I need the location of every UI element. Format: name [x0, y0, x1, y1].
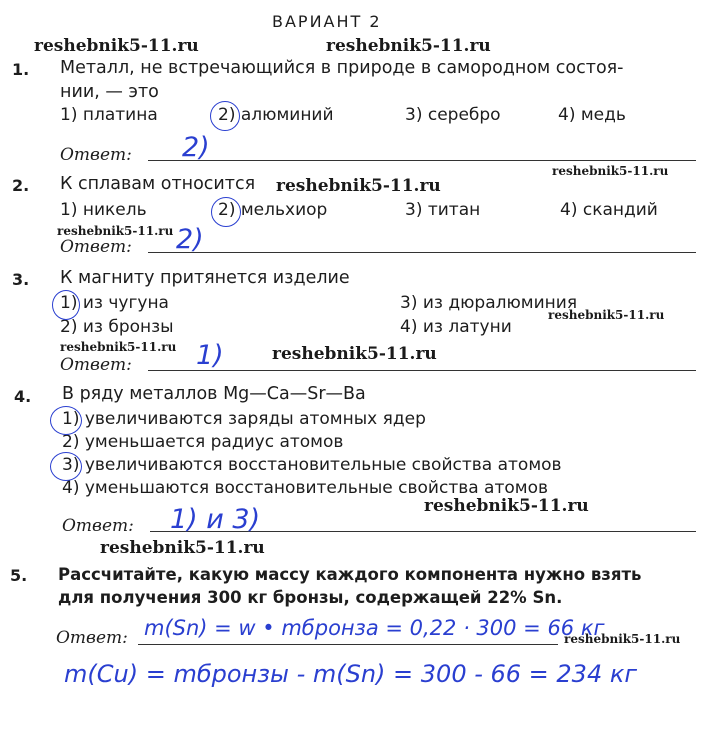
- option: 3) увеличиваются восстановительные свойства атомов: [62, 455, 562, 475]
- option: 4) медь: [558, 105, 626, 125]
- answer-line: [148, 160, 696, 161]
- watermark: reshebnik5-11.ru: [326, 36, 491, 56]
- handwritten-answer: m(Cu) = mбронзы - m(Sn) = 300 - 66 = 234 кг: [64, 660, 637, 688]
- option: 2) уменьшается радиус атомов: [62, 432, 344, 452]
- answer-label: Ответ:: [60, 355, 132, 375]
- watermark: reshebnik5-11.ru: [57, 224, 174, 238]
- watermark: reshebnik5-11.ru: [60, 340, 177, 354]
- watermark: reshebnik5-11.ru: [424, 496, 589, 516]
- option: 1) платина: [60, 105, 158, 125]
- selection-circle: [211, 197, 241, 227]
- handwritten-answer: 1) и 3): [170, 504, 261, 535]
- question-number: 4.: [14, 387, 32, 406]
- selection-circle: [52, 290, 80, 320]
- question-number: 2.: [12, 176, 30, 195]
- question-text: К сплавам относится: [60, 174, 256, 194]
- option: 3) из дюралюминия: [400, 293, 578, 313]
- option: 2) мельхиор: [218, 200, 328, 220]
- watermark: reshebnik5-11.ru: [100, 538, 265, 558]
- answer-line: [138, 644, 558, 645]
- question-text: для получения 300 кг бронзы, содержащей 22% Sn.: [58, 588, 563, 607]
- option: 1) никель: [60, 200, 147, 220]
- option: 1) из чугуна: [60, 293, 169, 313]
- selection-circle: [210, 101, 240, 131]
- question-text: Рассчитайте, какую массу каждого компонента нужно взять: [58, 565, 642, 584]
- answer-label: Ответ:: [60, 145, 132, 165]
- option: 1) увеличиваются заряды атомных ядер: [62, 409, 426, 429]
- watermark: reshebnik5-11.ru: [272, 344, 437, 364]
- question-text: Металл, не встречающийся в природе в самородном состоя-: [60, 58, 624, 78]
- question-number: 1.: [12, 60, 30, 79]
- answer-label: Ответ:: [56, 628, 128, 648]
- selection-circle: [50, 406, 82, 435]
- watermark: reshebnik5-11.ru: [34, 36, 199, 56]
- watermark: reshebnik5-11.ru: [276, 176, 441, 196]
- option: 4) скандий: [560, 200, 658, 220]
- watermark: reshebnik5-11.ru: [552, 164, 669, 178]
- question-number: 5.: [10, 566, 28, 585]
- watermark: reshebnik5-11.ru: [564, 632, 681, 646]
- option: 3) серебро: [405, 105, 501, 125]
- handwritten-answer: m(Sn) = w • mбронза = 0,22 · 300 = 66 кг: [144, 616, 605, 640]
- question-text: К магниту притянется изделие: [60, 268, 350, 288]
- option: 2) алюминий: [218, 105, 334, 125]
- answer-line: [148, 370, 696, 371]
- selection-circle: [50, 452, 82, 481]
- watermark: reshebnik5-11.ru: [548, 308, 665, 322]
- handwritten-answer: 2): [176, 224, 204, 255]
- question-text: В ряду металлов Mg—Ca—Sr—Ba: [62, 384, 366, 404]
- question-number: 3.: [12, 270, 30, 289]
- option: 3) титан: [405, 200, 481, 220]
- variant-title: ВАРИАНТ 2: [272, 12, 382, 31]
- option: 4) уменьшаются восстановительные свойства атомов: [62, 478, 549, 498]
- answer-line: [148, 252, 696, 253]
- handwritten-answer: 1): [196, 340, 224, 371]
- handwritten-answer: 2): [182, 132, 210, 163]
- option: 4) из латуни: [400, 317, 512, 337]
- question-text: нии, — это: [60, 82, 159, 102]
- answer-label: Ответ:: [60, 237, 132, 257]
- answer-label: Ответ:: [62, 516, 134, 536]
- option: 2) из бронзы: [60, 317, 174, 337]
